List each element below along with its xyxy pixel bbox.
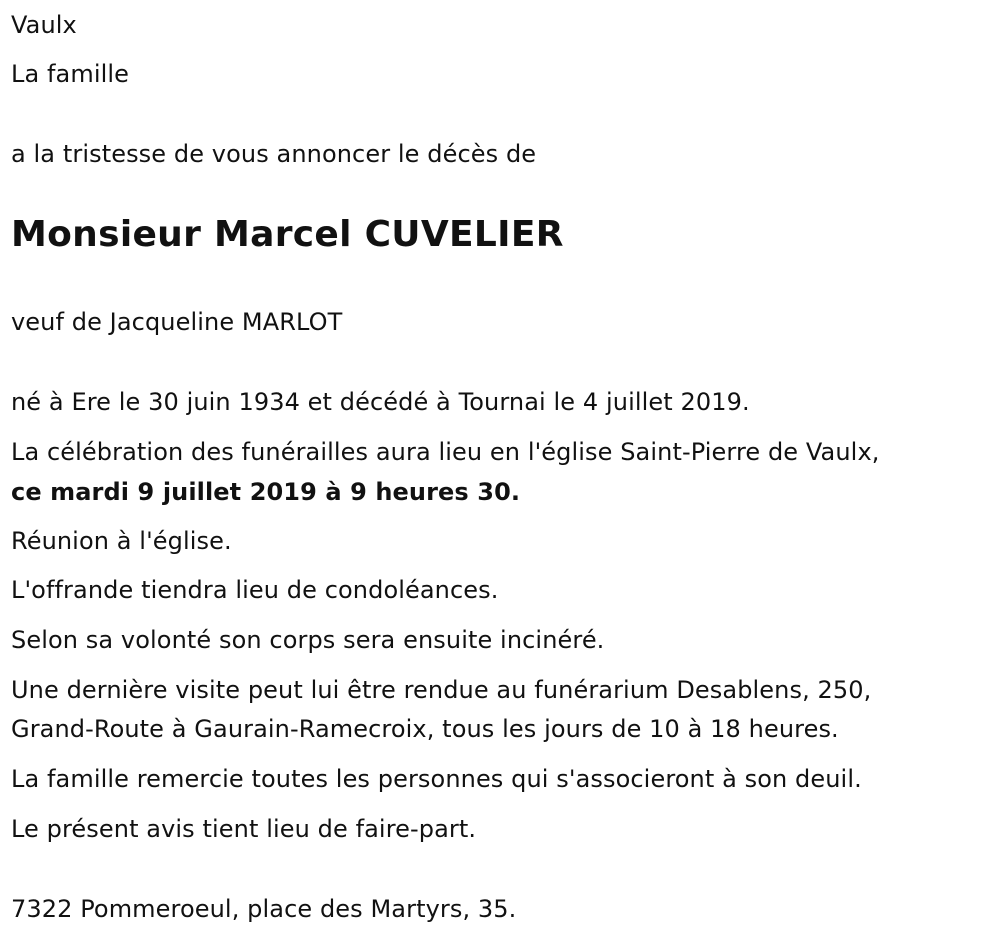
offering-line: L'offrande tiendra lieu de condoléances. (11, 576, 499, 604)
faire-part-line: Le présent avis tient lieu de faire-part. (11, 815, 477, 843)
ceremony-line-1: La célébration des funérailles aura lieu en l'église Saint-Pierre de Vaulx, (11, 438, 880, 466)
deceased-name: Monsieur Marcel CUVELIER (11, 214, 564, 255)
birth-death-line: né à Ere le 30 juin 1934 et décédé à Tournai le 4 juillet 2019. (11, 388, 750, 416)
announcement-line: a la tristesse de vous annoncer le décès de (11, 140, 537, 168)
city: Vaulx (11, 11, 77, 39)
thanks-line: La famille remercie toutes les personnes qui s'associeront à son deuil. (11, 765, 862, 793)
address-line: 7322 Pommeroeul, place des Martyrs, 35. (11, 895, 517, 923)
ceremony-line-2: ce mardi 9 juillet 2019 à 9 heures 30. (11, 478, 521, 506)
visit-line-1: Une dernière visite peut lui être rendue au funérarium Desablens, 250, (11, 676, 872, 704)
visit-line-2: Grand-Route à Gaurain-Ramecroix, tous les jours de 10 à 18 heures. (11, 715, 839, 743)
cremation-line: Selon sa volonté son corps sera ensuite incinéré. (11, 626, 605, 654)
spouse-line: veuf de Jacqueline MARLOT (11, 308, 343, 336)
family-line: La famille (11, 60, 130, 88)
meeting-line: Réunion à l'église. (11, 527, 232, 555)
